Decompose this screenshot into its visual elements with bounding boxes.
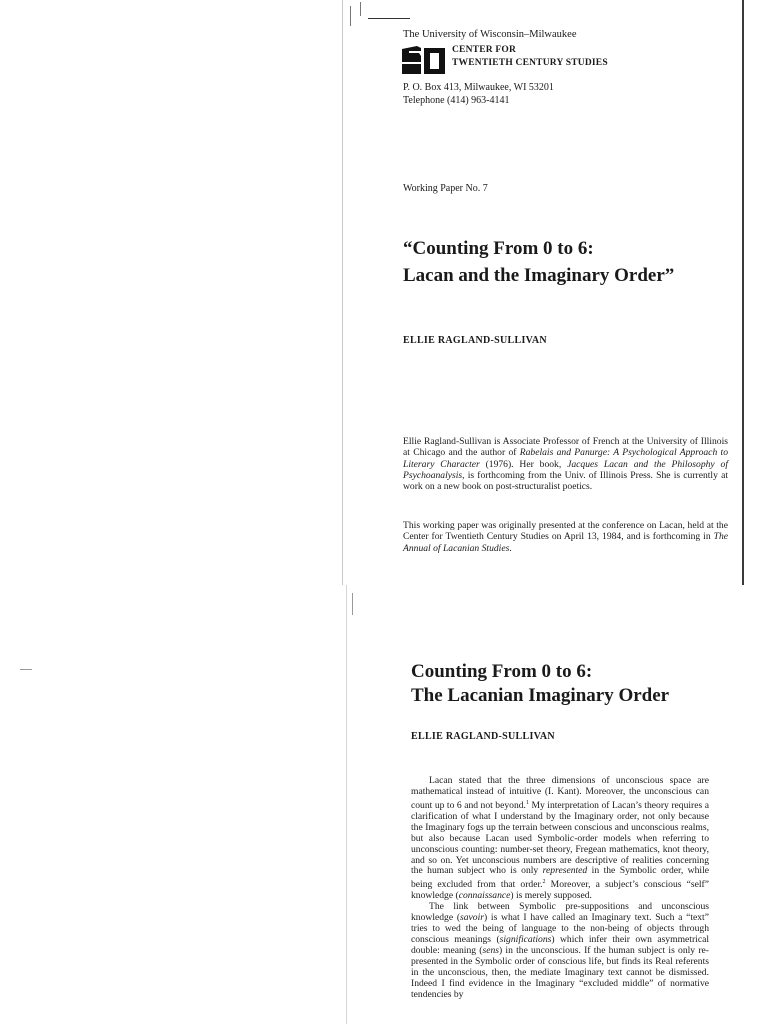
body-text: My interpretation of Lacan’s theory requires a clarification of what I understand by the Imaginary order, not only because the Imaginary fogs up the terrain between conscious and unconscious realms, but also because Lacan used Symbolic-order models when referring to unconscious counting: number-set theory, Fregean mathematics, knot theory, and so on. Yet unconscious numbers are descriptive of realities concerning the human subject who is only — [411, 800, 709, 877]
body-text: ) is what I have called an Imaginary text. Such a “text” tries to wed the being of language to the non-being of objects through conscious meanings ( — [411, 912, 709, 946]
page-edge-left — [342, 0, 343, 585]
article-title-line2: The Lacanian Imaginary Order — [411, 685, 670, 706]
working-paper-number: Working Paper No. 7 — [403, 183, 488, 194]
footnote-ref: 2 — [542, 879, 546, 886]
article-author: ELLIE RAGLAND-SULLIVAN — [411, 731, 555, 742]
emphasis: sens — [482, 944, 499, 956]
bio-text: (1976). Her book, — [479, 458, 568, 470]
book-title: Rabelais and Panurge: A Psychological Approach to Literary Character — [403, 447, 728, 470]
body-text: Moreover, a subject’s conscious “self” knowledge ( — [411, 879, 709, 902]
emphasis: connaissance — [458, 890, 511, 902]
note-text: . — [509, 542, 512, 554]
scan-mark — [350, 6, 351, 26]
body-paragraph — [411, 776, 709, 902]
scan-mark — [360, 2, 361, 16]
center-name-line2: TWENTIETH CENTURY STUDIES — [452, 58, 608, 68]
scan-mark — [20, 669, 32, 670]
paper-title-line2: Lacan and the Imaginary Order” — [403, 265, 675, 286]
emphasis: savoir — [460, 912, 484, 924]
body-text: ) in the unconscious. If the human subject is only re-presented in the Symbolic order of conscious life, but finds its Real referents in the unconscious, then, the mediate Imaginary text cannot be dismissed. Indeed I find evidence in the Imaginary “excluded middle” of normative tendencies by — [411, 944, 709, 1000]
emphasis: represented — [542, 865, 588, 877]
address-line: P. O. Box 413, Milwaukee, WI 53201 — [403, 82, 554, 93]
body-text: The link between Symbolic pre-suppositions and unconscious knowledge ( — [411, 901, 709, 924]
journal-title: The Annual of Lacanian Studies — [403, 531, 728, 554]
book-title: Jacques Lacan and the Philosophy of Psychoanalysis — [403, 458, 728, 481]
article-page — [0, 585, 768, 1024]
article-title-line1: Counting From 0 to 6: — [411, 661, 593, 682]
bio-text: , is forthcoming from the Univ. of Illinois Press. She is currently at work on a new book on post-structuralist poetics. — [403, 469, 728, 493]
author-bio — [403, 436, 728, 492]
author-name: ELLIE RAGLAND-SULLIVAN — [403, 335, 547, 346]
scan-mark — [352, 593, 353, 615]
scan-mark — [368, 18, 410, 19]
note-text: This working paper was originally presented at the conference on Lacan, held at the Center for Twentieth Century Studies on April 13, 1984, and is forthcoming in — [403, 520, 728, 543]
telephone-line: Telephone (414) 963-4141 — [403, 95, 510, 106]
body-text: Lacan stated that the three dimensions of unconscious space are mathematical instead of intuitive (I. Kant). Moreover, the unconscious can count up to 6 and not beyond. — [411, 775, 709, 811]
body-text: ) which infer their own asymmetrical double: meaning ( — [411, 934, 709, 956]
publication-note — [403, 520, 728, 554]
body-text: in the Symbolic order, while being excluded from that order. — [411, 865, 709, 891]
emphasis: significations — [499, 934, 552, 946]
article-body — [411, 776, 709, 1001]
bio-text: Ellie Ragland-Sullivan is Associate Professor of French at the University of Illinois at Chicago and the author of — [403, 436, 728, 459]
body-text: ) is merely supposed. — [510, 890, 592, 902]
center-name-line1: CENTER FOR — [452, 45, 517, 55]
body-paragraph — [411, 902, 709, 1000]
university-name: The University of Wisconsin–Milwaukee — [403, 29, 577, 40]
footnote-ref: 1 — [525, 799, 529, 806]
center-logo-icon — [401, 45, 447, 75]
page-edge-right — [742, 0, 744, 585]
paper-title-line1: “Counting From 0 to 6: — [403, 238, 594, 259]
page-edge-left — [346, 585, 347, 1024]
